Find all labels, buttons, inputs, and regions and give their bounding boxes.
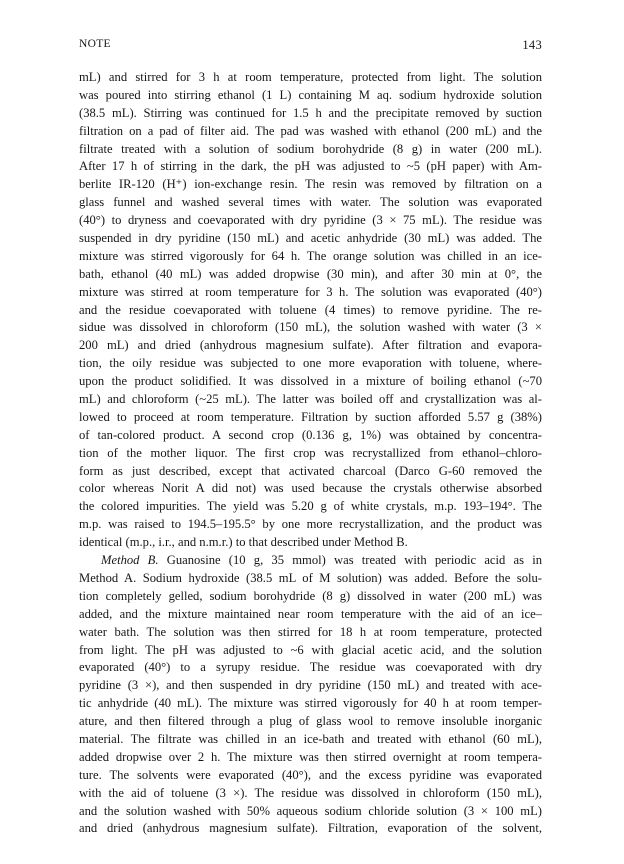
text-line: ture. The solvents were evaporated (40°), and the excess pyridine was evaporated <box>79 767 542 782</box>
text-line: the colored impurities. The yield was 5.20 g of white crystals, m.p. 193–194°. The <box>79 499 542 514</box>
text-line: tion of the mother liquor. The first crop was recrystallized from ethanol–chloro- <box>79 445 542 460</box>
text-line: (38.5 mL). Stirring was continued for 1.5 h and the precipitate removed by suction <box>79 105 542 120</box>
text-line: added, and the mixture maintained near room temperature with the aid of an ice– <box>79 606 542 621</box>
text-line: lowed to proceed at room temperature. Filtration by suction afforded 5.57 g (38%) <box>79 409 542 424</box>
text-line: filtrate treated with a solution of sodium borohydride (8 g) in water (200 mL). <box>79 141 542 156</box>
text-line: form as just described, except that activated charcoal (Darco G-60 removed the <box>79 463 542 478</box>
page-number: 143 <box>522 38 542 52</box>
text-line: After 17 h of stirring in the dark, the pH was adjusted to ~5 (pH paper) with Am- <box>79 159 542 174</box>
text-line: added dropwise over 2 h. The mixture was then stirred overnight at room tempera- <box>79 749 542 764</box>
text-line: berlite IR-120 (H⁺) ion-exchange resin. The resin was removed by filtration on a <box>79 177 542 192</box>
text-line: filtration on a pad of filter aid. The pad was washed with ethanol (200 mL) and the <box>79 123 542 138</box>
text-line: 200 mL) and dried (anhydrous magnesium sulfate). After filtration and evapora- <box>79 338 542 353</box>
text-line: tic anhydride (40 mL). The mixture was stirred vigorously for 40 h at room temper- <box>79 696 542 711</box>
text-line: ature, and then filtered through a plug of glass wool to remove insoluble inorganic <box>79 714 542 729</box>
text-line: and dried (anhydrous magnesium sulfate). Filtration, evaporation of the solvent, <box>79 821 542 836</box>
text-line: m.p. was raised to 194.5–195.5° by one more recrystallization, and the product was <box>79 517 542 532</box>
text-line: tion completely gelled, sodium borohydride (8 g) dissolved in water (200 mL) was <box>79 588 542 603</box>
text-line: identical (m.p., i.r., and n.m.r.) to that described under Method B. <box>79 535 408 550</box>
text-line: upon the product solidified. It was dissolved in a mixture of boiling ethanol (~70 <box>79 374 542 389</box>
text-line: was poured into stirring ethanol (1 L) containing M aq. sodium hydroxide solution <box>79 87 542 102</box>
text-line: and the solution washed with 50% aqueous sodium chloride solution (3 × 100 mL) <box>79 803 542 818</box>
text-line: with the aid of toluene (3 ×). The residue was dissolved in chloroform (150 mL), <box>79 785 542 800</box>
text-line: mL) and chloroform (~25 mL). The latter was boiled off and crystallization was al- <box>79 392 542 407</box>
text-line: of tan-colored product. A second crop (0.136 g, 1%) was obtained by concentra- <box>79 427 542 442</box>
text-line: suspended in dry pyridine (150 mL) and acetic anhydride (30 mL) was added. The <box>79 231 542 246</box>
section-label: NOTE <box>79 38 111 50</box>
text-line: water bath. The solution was then stirred for 18 h at room temperature, protected <box>79 624 542 639</box>
text-line: pyridine (3 ×), and then suspended in dry pyridine (150 mL) and treated with ace- <box>79 678 542 693</box>
body-text <box>79 69 542 838</box>
text-line: (40°) to dryness and coevaporated with dry pyridine (3 × 75 mL). The residue was <box>79 213 542 228</box>
running-head <box>79 38 542 54</box>
text-line: mixture was stirred vigorously for 64 h. The orange solution was chilled in an ice- <box>79 248 542 263</box>
text-line: tion, the oily residue was subjected to one more evaporation with toluene, where- <box>79 356 542 371</box>
text-line: and the residue coevaporated with toluene (4 times) to remove pyridine. The re- <box>79 302 542 317</box>
text-line: bath, ethanol (40 mL) was added dropwise (30 min), and after 30 min at 0°, the <box>79 266 542 281</box>
text-line: evaporated (40°) to a syrupy residue. The residue was coevaporated with dry <box>79 660 542 675</box>
method-b-heading: Method B. <box>101 553 159 568</box>
text-line: color whereas Norit A did not) was used because the crystals otherwise absorbed <box>79 481 542 496</box>
text-line: material. The filtrate was chilled in an ice-bath and treated with ethanol (60 mL), <box>79 731 542 746</box>
text-line: Method A. Sodium hydroxide (38.5 mL of M solution) was added. Before the solu- <box>79 570 542 585</box>
text-line: mL) and stirred for 3 h at room temperature, protected from light. The solution <box>79 70 542 84</box>
text-line: from light. The pH was adjusted to ~6 with glacial acetic acid, and the solution <box>79 642 542 657</box>
text-line: mixture was stirred at room temperature for 3 h. The solution was evaporated (40°) <box>79 284 542 299</box>
method-b-paragraph-start: Method B. Guanosine (10 g, 35 mmol) was treated with periodic acid as in <box>101 553 542 568</box>
text-line: glass funnel and washed several times with water. The solution was evaporated <box>79 195 542 210</box>
text-line: sidue was dissolved in chloroform (150 mL), the solution washed with water (3 × <box>79 320 542 335</box>
